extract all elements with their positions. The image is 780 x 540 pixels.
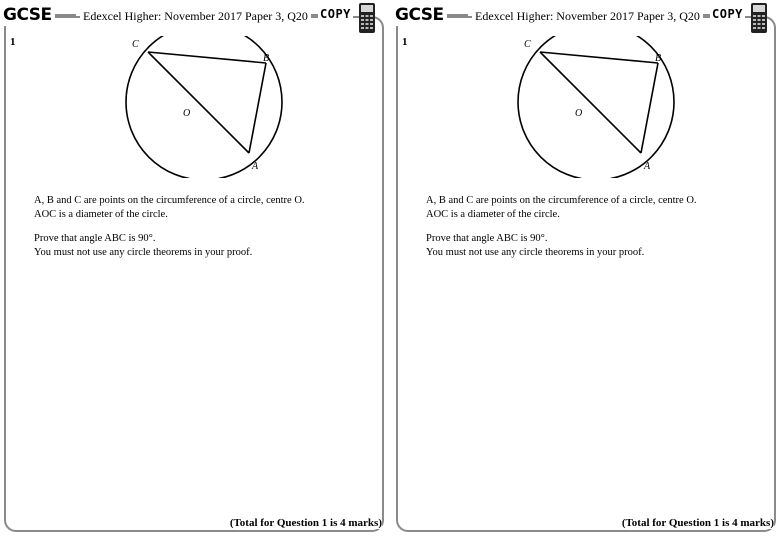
header-rule <box>52 14 76 17</box>
chord-cb <box>148 52 266 63</box>
calculator-icon <box>750 2 768 34</box>
question-task <box>426 232 644 260</box>
question-statement <box>426 194 697 222</box>
chord-cb <box>540 52 658 63</box>
question-number: 1 <box>10 36 16 48</box>
brand-logo: GCSE <box>3 4 55 26</box>
worksheet-right <box>392 0 780 540</box>
copy-label: COPY <box>320 7 351 21</box>
chord-ba <box>249 63 266 153</box>
copy-label: COPY <box>712 7 743 21</box>
circle-diagram <box>118 36 288 178</box>
label-b: B <box>655 53 662 64</box>
total-marks: (Total for Question 1 is 4 marks) <box>621 517 774 529</box>
task-line: You must not use any circle theorems in your proof. <box>34 247 253 258</box>
statement-line: A, B and C are points on the circumference of a circle, centre O. <box>34 195 305 206</box>
statement-line: A, B and C are points on the circumference of a circle, centre O. <box>426 195 697 206</box>
label-c: C <box>132 39 139 50</box>
diameter-ac <box>148 52 249 153</box>
header-rule <box>444 14 468 17</box>
task-line: You must not use any circle theorems in your proof. <box>426 247 645 258</box>
question-statement <box>34 194 305 222</box>
label-o: O <box>575 108 583 119</box>
statement-line: AOC is a diameter of the circle. <box>34 209 168 220</box>
task-line: Prove that angle ABC is 90°. <box>34 233 156 244</box>
paper-title: Edexcel Higher: November 2017 Paper 3, Q20 <box>472 8 703 24</box>
paper-title: Edexcel Higher: November 2017 Paper 3, Q20 <box>80 8 311 24</box>
label-b: B <box>263 53 270 64</box>
calculator-icon <box>358 2 376 34</box>
statement-line: AOC is a diameter of the circle. <box>426 209 560 220</box>
brand-logo: GCSE <box>395 4 447 26</box>
label-a: A <box>644 161 651 172</box>
label-c: C <box>524 39 531 50</box>
task-line: Prove that angle ABC is 90°. <box>426 233 548 244</box>
diameter-ac <box>540 52 641 153</box>
chord-ba <box>641 63 658 153</box>
total-marks: (Total for Question 1 is 4 marks) <box>229 517 382 529</box>
circle-diagram <box>510 36 680 178</box>
question-number: 1 <box>402 36 408 48</box>
question-task <box>34 232 252 260</box>
label-o: O <box>183 108 191 119</box>
label-a: A <box>252 161 259 172</box>
